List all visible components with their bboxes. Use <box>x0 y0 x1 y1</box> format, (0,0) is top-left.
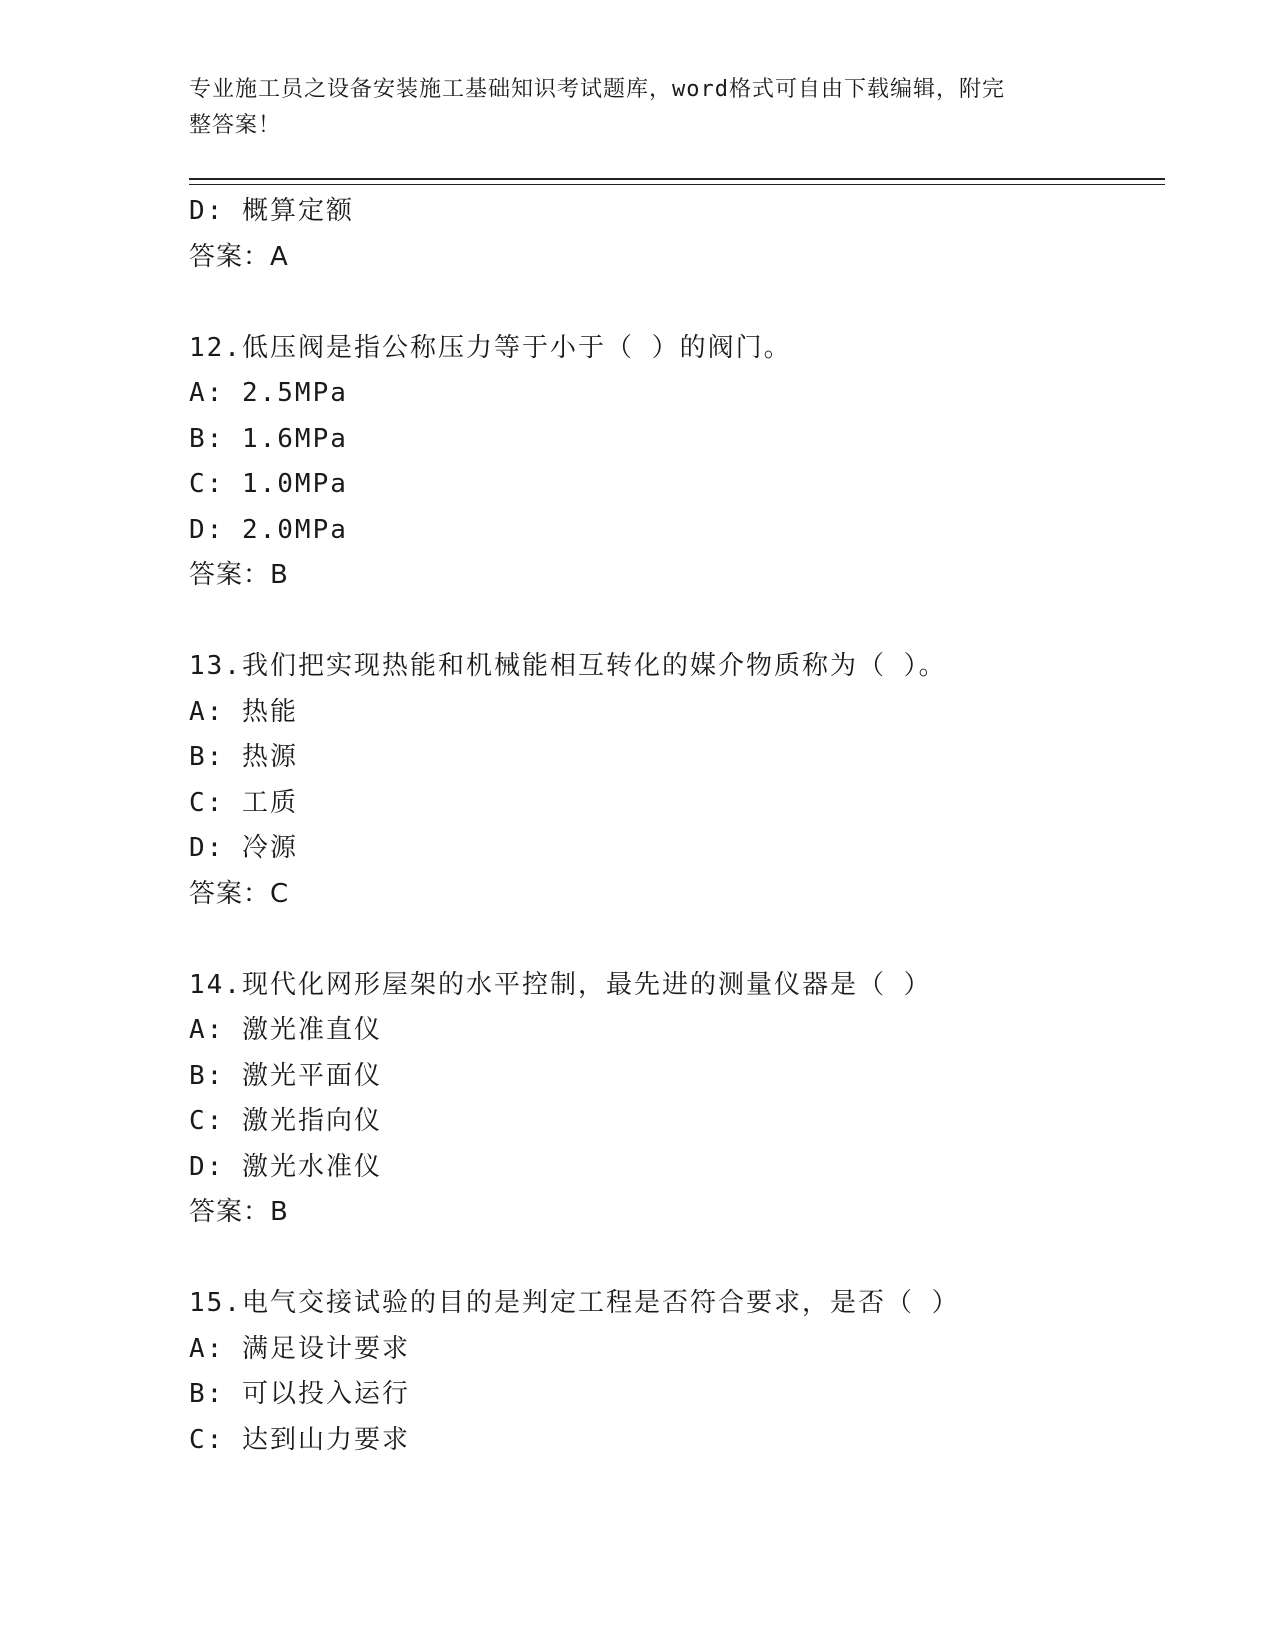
document-header <box>189 72 1089 144</box>
question-stem: 14.现代化网形屋架的水平控制，最先进的测量仪器是（ ） <box>189 969 932 1000</box>
question-14 <box>189 963 1165 1236</box>
option-a: A: 热能 <box>189 696 298 727</box>
header-divider-thick <box>189 178 1165 180</box>
spacer <box>189 1236 1165 1282</box>
option-a: A: 2.5MPa <box>189 378 348 408</box>
question-stem: 15.电气交接试验的目的是判定工程是否符合要求，是否（ ） <box>189 1288 960 1318</box>
prev-option-d: D: 概算定额 <box>189 196 354 226</box>
option-d: D: 冷源 <box>189 833 298 863</box>
question-list <box>189 189 1165 1463</box>
option-d: D: 激光水准仪 <box>189 1151 382 1182</box>
question-12 <box>189 326 1165 599</box>
option-b: B: 热源 <box>189 742 298 772</box>
option-b: B: 可以投入运行 <box>189 1379 410 1409</box>
option-b: B: 1.6MPa <box>189 423 348 454</box>
header-line-1: 专业施工员之设备安装施工基础知识考试题库，word格式可自由下载编辑，附完 <box>189 77 1005 102</box>
option-c: C: 工质 <box>189 787 298 818</box>
header-divider-thin <box>189 184 1165 185</box>
option-d: D: 2.0MPa <box>189 514 348 545</box>
spacer <box>189 917 1165 963</box>
question-13 <box>189 644 1165 917</box>
answer: 答案：C <box>189 878 290 909</box>
question-15 <box>189 1281 1165 1463</box>
answer: 答案：B <box>189 1197 289 1227</box>
option-c: C: 1.0MPa <box>189 469 348 499</box>
question-stem: 13.我们把实现热能和机械能相互转化的媒介物质称为（ ）。 <box>189 651 947 681</box>
question-stem: 12.低压阀是指公称压力等于小于（ ）的阀门。 <box>189 332 792 363</box>
spacer <box>189 280 1165 326</box>
option-a: A: 满足设计要求 <box>189 1333 410 1364</box>
spacer <box>189 599 1165 645</box>
answer: 答案：B <box>189 560 289 590</box>
prev-answer: 答案：A <box>189 241 289 272</box>
option-c: C: 激光指向仪 <box>189 1106 382 1136</box>
option-c: C: 达到山力要求 <box>189 1424 410 1455</box>
option-a: A: 激光准直仪 <box>189 1015 382 1045</box>
option-b: B: 激光平面仪 <box>189 1060 382 1091</box>
header-line-2: 整答案！ <box>189 113 282 138</box>
